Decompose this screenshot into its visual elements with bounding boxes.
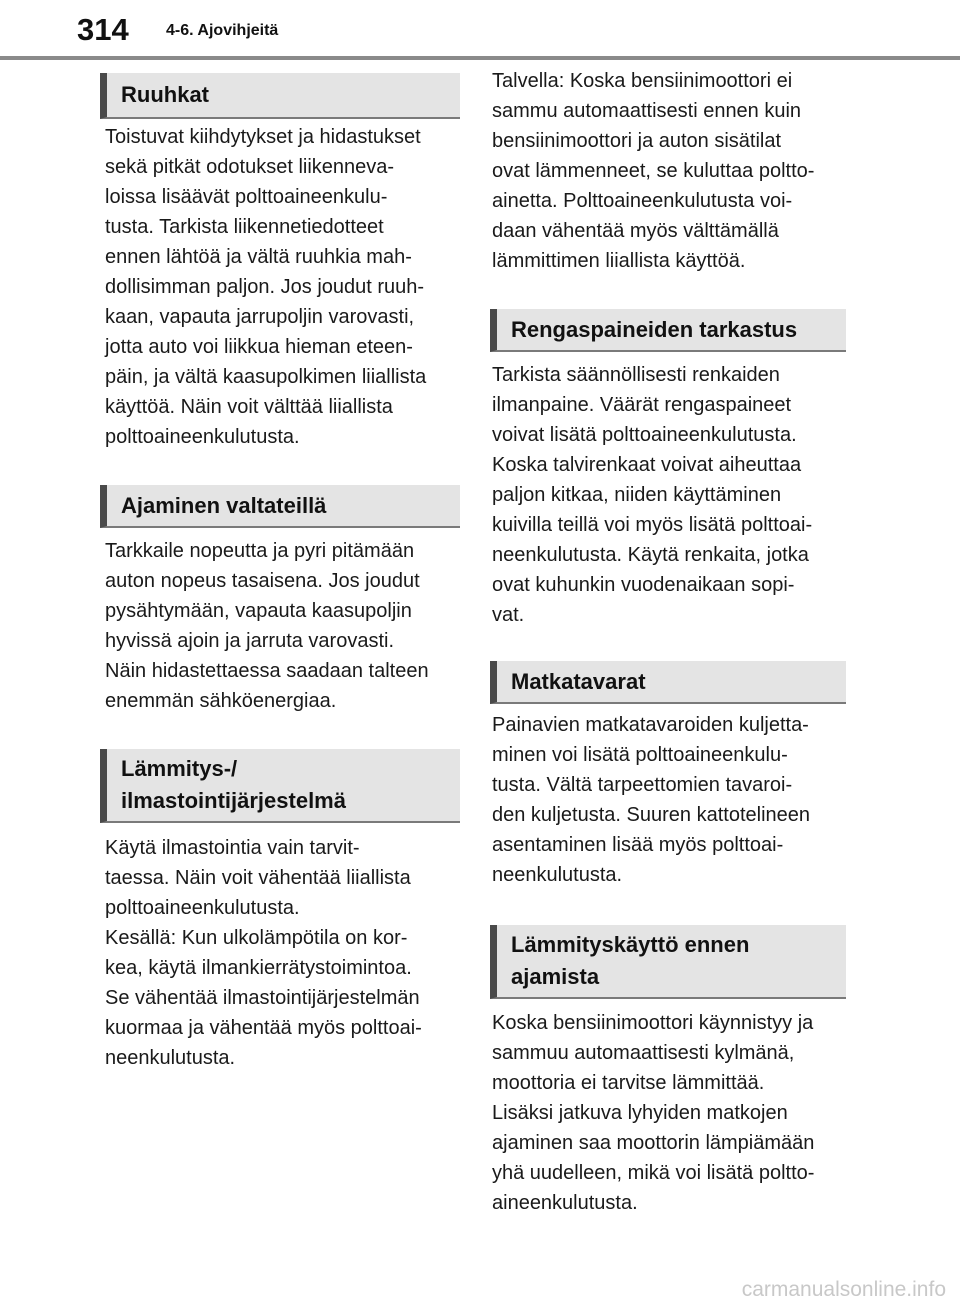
paragraph-ilmastointi: Käytä ilmastointia vain tarvit- taessa. Näin voit vähentää liiallista polttoaineenkulutusta. Kesällä: Kun ulkolämpötila on kor- kea, käytä ilmankierrätystoimintoa. Se vähentää ilmastointijärjestelmän kuormaa ja vähentää myös polttoai- neenkulutusta. [105, 837, 422, 1069]
paragraph-matkatavarat: Painavien matkatavaroiden kuljetta- minen voi lisätä polttoaineenkulu- tusta. Vältä tarpeettomien tavaroi- den kuljetusta. Suuren kattotelineen asentaminen lisää myös polttoai- neenkulutusta. [492, 714, 810, 886]
heading-text: Ajaminen valtateillä [121, 492, 327, 518]
page-header [0, 0, 960, 60]
section-heading-ruuhkat [100, 73, 460, 119]
paragraph-rengaspaineet: Tarkista säännöllisesti renkaiden ilmanpaine. Väärät rengaspaineet voivat lisätä polttoaineenkulutusta. Koska talvirenkaat voivat aiheuttaa paljon kitkaa, niiden käyttäminen kuivilla teillä voi myös lisätä polttoai- neenkulutusta. Käytä renkaita, jotka ovat kuhunkin vuodenaikaan sopi- vat. [492, 364, 813, 626]
paragraph-lammityskaytto: Koska bensiinimoottori käynnistyy ja sammuu automaattisesti kylmänä, moottoria ei tarvitse lämmittää. Lisäksi jatkuva lyhyiden matkojen ajaminen saa moottorin lämpiämään yhä uudelleen, mikä voi lisätä poltto- aineenkulutusta. [492, 1012, 815, 1214]
page-number: 314 [77, 12, 129, 47]
header-divider [0, 56, 960, 60]
paragraph-talvella: Talvella: Koska bensiinimoottori ei sammu automaattisesti ennen kuin bensiinimoottori ja auton sisätilat ovat lämmenneet, se kuluttaa poltto- ainetta. Polttoaineenkulutusta voi- daan vähentää myös välttämällä lämmittimen liiallista käyttöä. [492, 70, 815, 272]
section-heading-ilmastointi [100, 749, 460, 823]
section-heading-rengaspaineet [490, 309, 846, 352]
heading-text: Rengaspaineiden tarkastus [511, 316, 798, 342]
heading-text: Lämmityskäyttö ennen ajamista [511, 932, 750, 989]
paragraph-valtateilla: Tarkkaile nopeutta ja pyri pitämään auton nopeus tasaisena. Jos joudut pysähtymään, vapauta kaasupoljin hyvissä ajoin ja jarruta varovasti. Näin hidastettaessa saadaan talteen enemmän sähköenergiaa. [105, 540, 429, 712]
section-heading-matkatavarat [490, 661, 846, 704]
heading-text: Ruuhkat [121, 82, 209, 107]
section-title: 4-6. Ajovihjeitä [166, 22, 279, 39]
paragraph-ruuhkat: Toistuvat kiihdytykset ja hidastukset sekä pitkät odotukset liikenneva- loissa lisäävät polttoaineenkulu- tusta. Tarkista liikennetiedotteet ennen lähtöä ja vältä ruuhkia mah- dollisimman paljon. Jos joudut ruuh- kaan, vapauta jarrupoljin varovasti, jotta auto voi liikkua hieman eteen- päin, ja vältä kaasupolkimen liiallista käyttöä. Näin voit välttää liiallista polttoaineenkulutusta. [105, 126, 427, 448]
heading-text: Lämmitys-/ ilmastointijärjestelmä [121, 756, 346, 813]
section-heading-lammityskaytto [490, 925, 846, 999]
section-heading-valtateilla [100, 485, 460, 528]
heading-text: Matkatavarat [511, 668, 646, 694]
watermark: carmanualsonline.info [741, 1278, 946, 1301]
